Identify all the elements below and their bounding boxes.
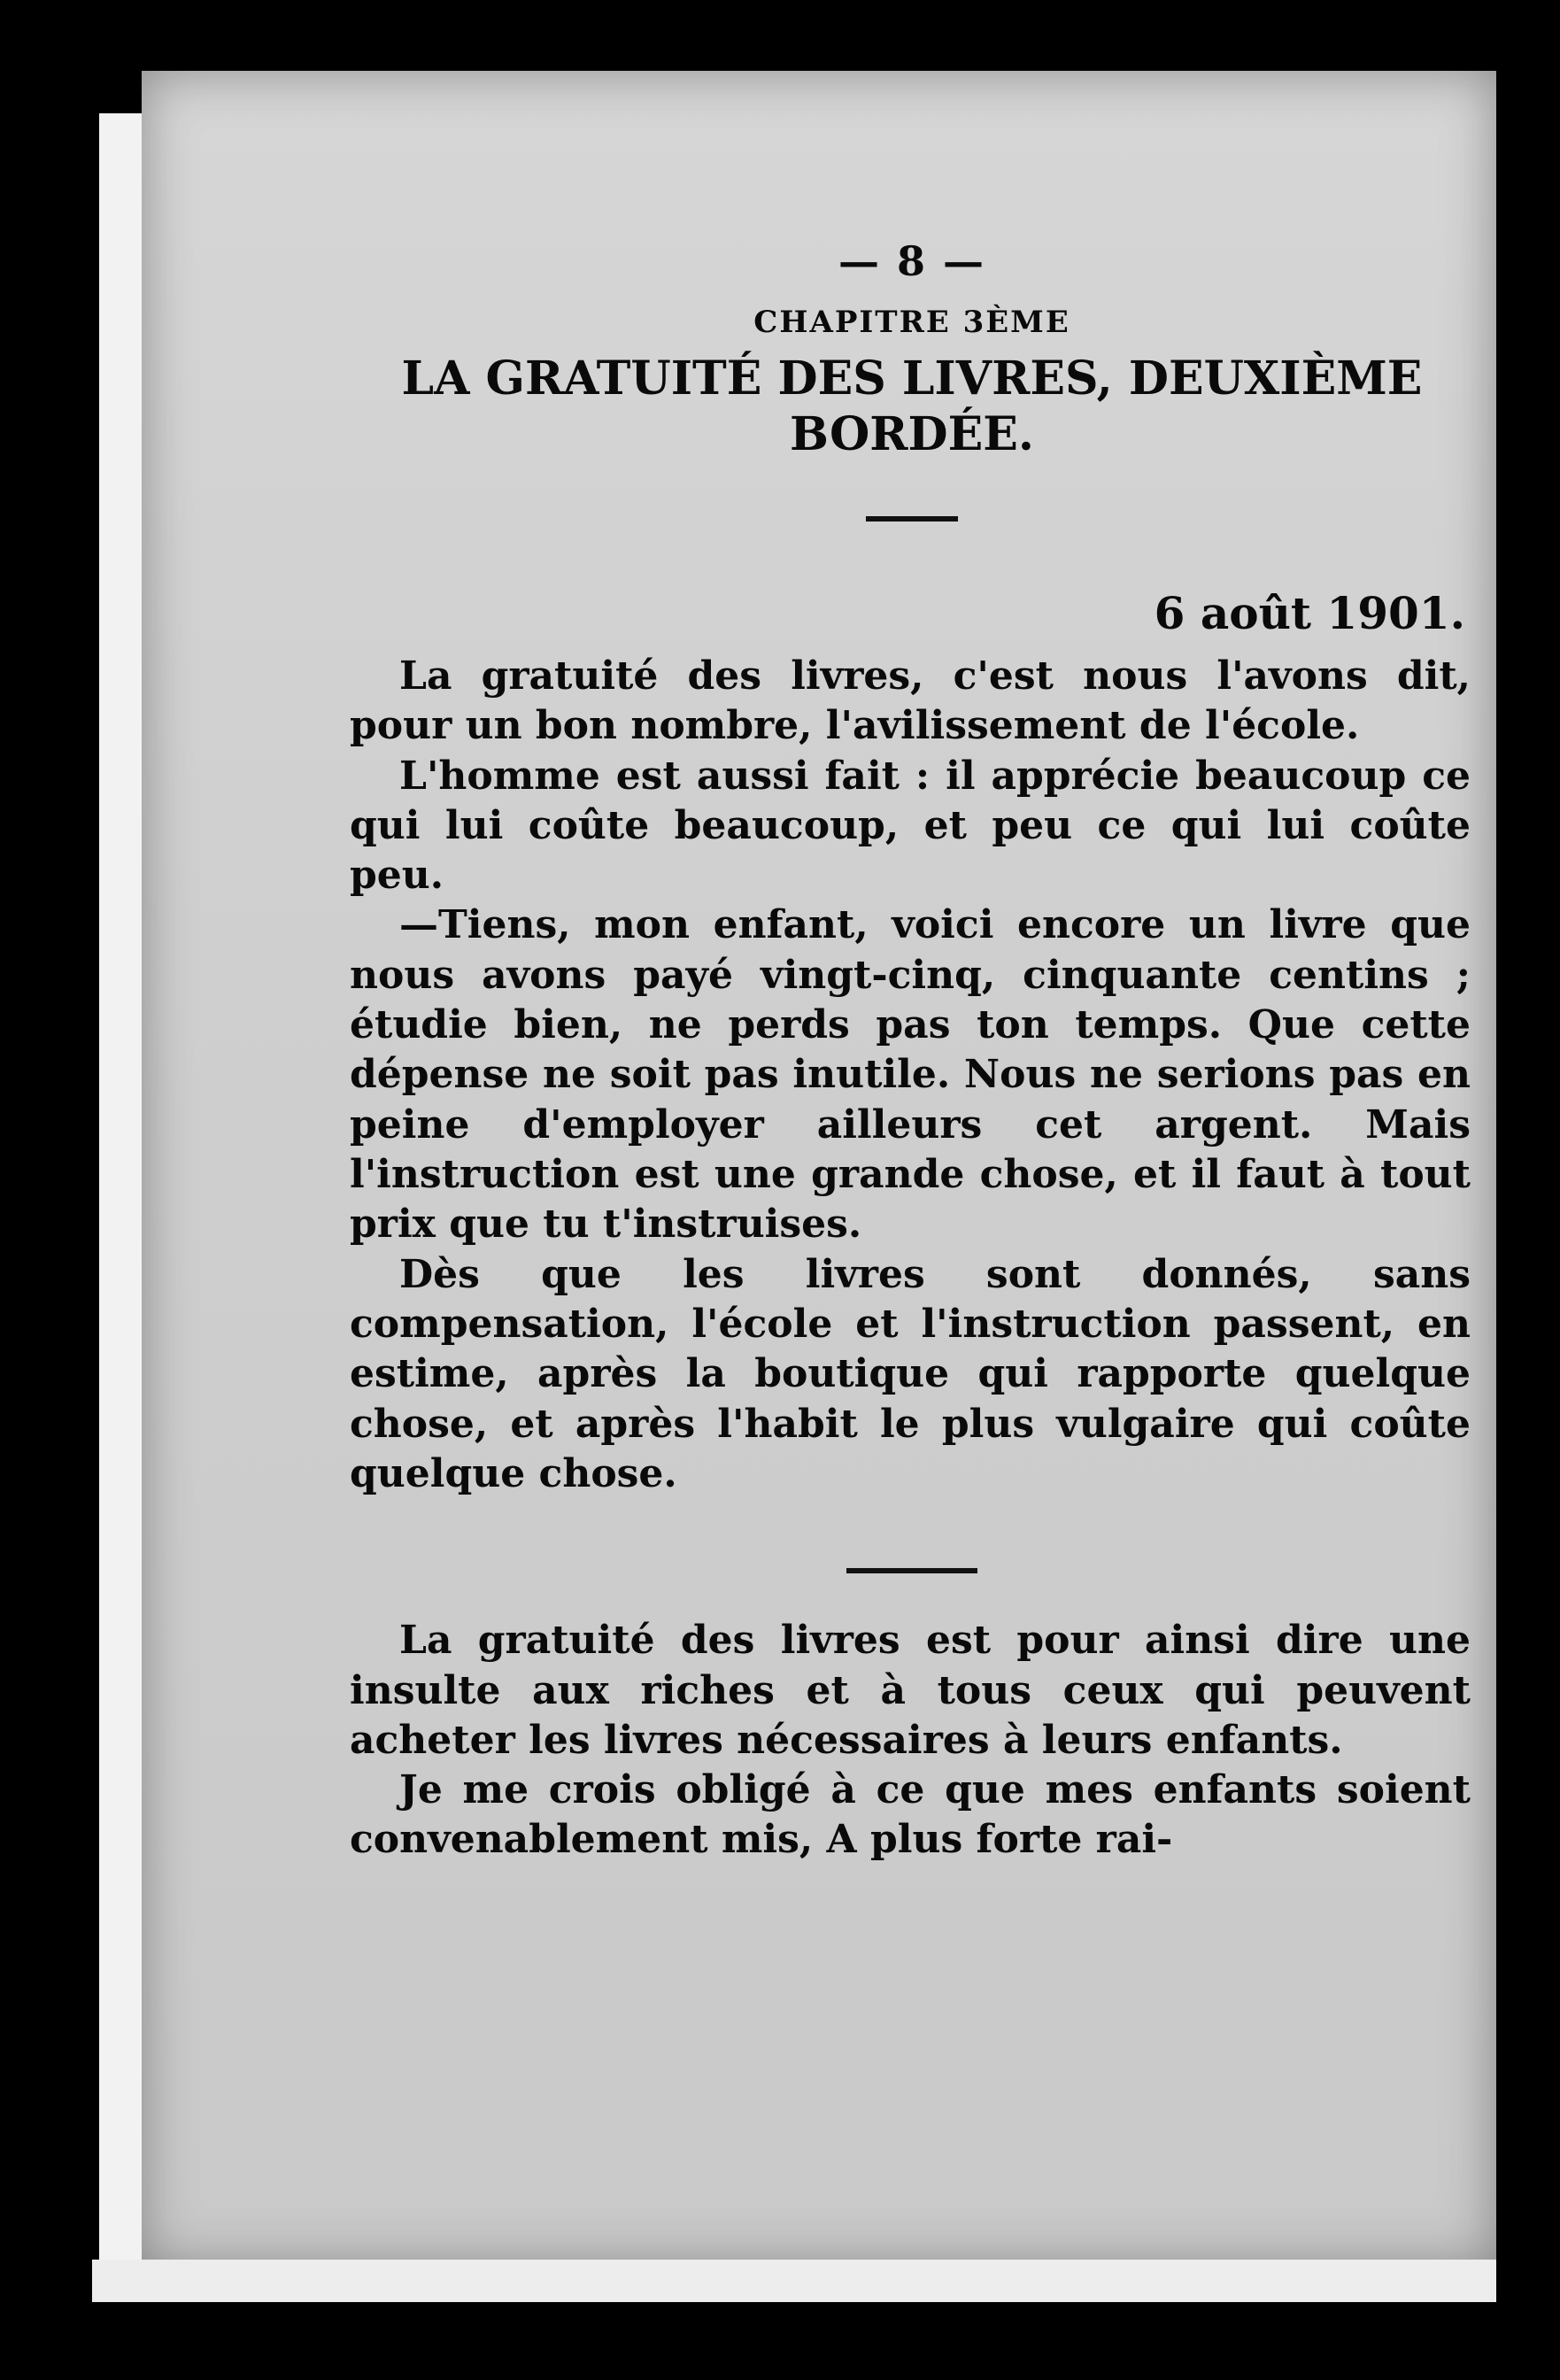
page-content bbox=[350, 237, 1474, 1866]
chapter-title: LA GRATUITÉ DES LIVRES, DEUXIÈME BORDÉE. bbox=[401, 352, 1423, 462]
paragraph: —Tiens, mon enfant, voici encore un livre que nous avons payé vingt-cinq, cinquante centins ; étudie bien, ne perds pas ton temps. Que cette dépense ne soit pas inutile. Nous ne serions pas en peine d'employer ailleurs cet argent. Mais l'instruction est une grande chose, et il faut à tout prix que tu t'instruises. bbox=[350, 902, 1471, 1248]
scan-margin-bottom bbox=[92, 2260, 1496, 2302]
scan-margin-left bbox=[99, 113, 145, 2263]
paragraph: La gratuité des livres, c'est nous l'avons dit, pour un bon nombre, l'avilissement de l'école. bbox=[350, 653, 1471, 749]
entry-date: 6 août 1901. bbox=[1154, 586, 1465, 639]
section-rule bbox=[866, 516, 958, 522]
paragraph: Je me crois obligé à ce que mes enfants soient convenablement mis, A plus forte rai- bbox=[350, 1767, 1471, 1863]
section-rule bbox=[846, 1568, 977, 1573]
page-number: — 8 — bbox=[838, 237, 986, 285]
paragraph: La gratuité des livres est pour ainsi dire une insulte aux riches et à tous ceux qui peuvent acheter les livres nécessaires à leurs enfants. bbox=[350, 1618, 1471, 1763]
chapter-heading: CHAPITRE 3ÈME bbox=[753, 305, 1070, 340]
paragraph: Dès que les livres sont donnés, sans compensation, l'école et l'instruction passent, en estime, après la boutique qui rapporte quelque chose, et après l'habit le plus vulgaire qui coûte quelque chose. bbox=[350, 1251, 1471, 1496]
paragraph: L'homme est aussi fait : il apprécie beaucoup ce qui lui coûte beaucoup, et peu ce qui lui coûte peu. bbox=[350, 753, 1471, 899]
